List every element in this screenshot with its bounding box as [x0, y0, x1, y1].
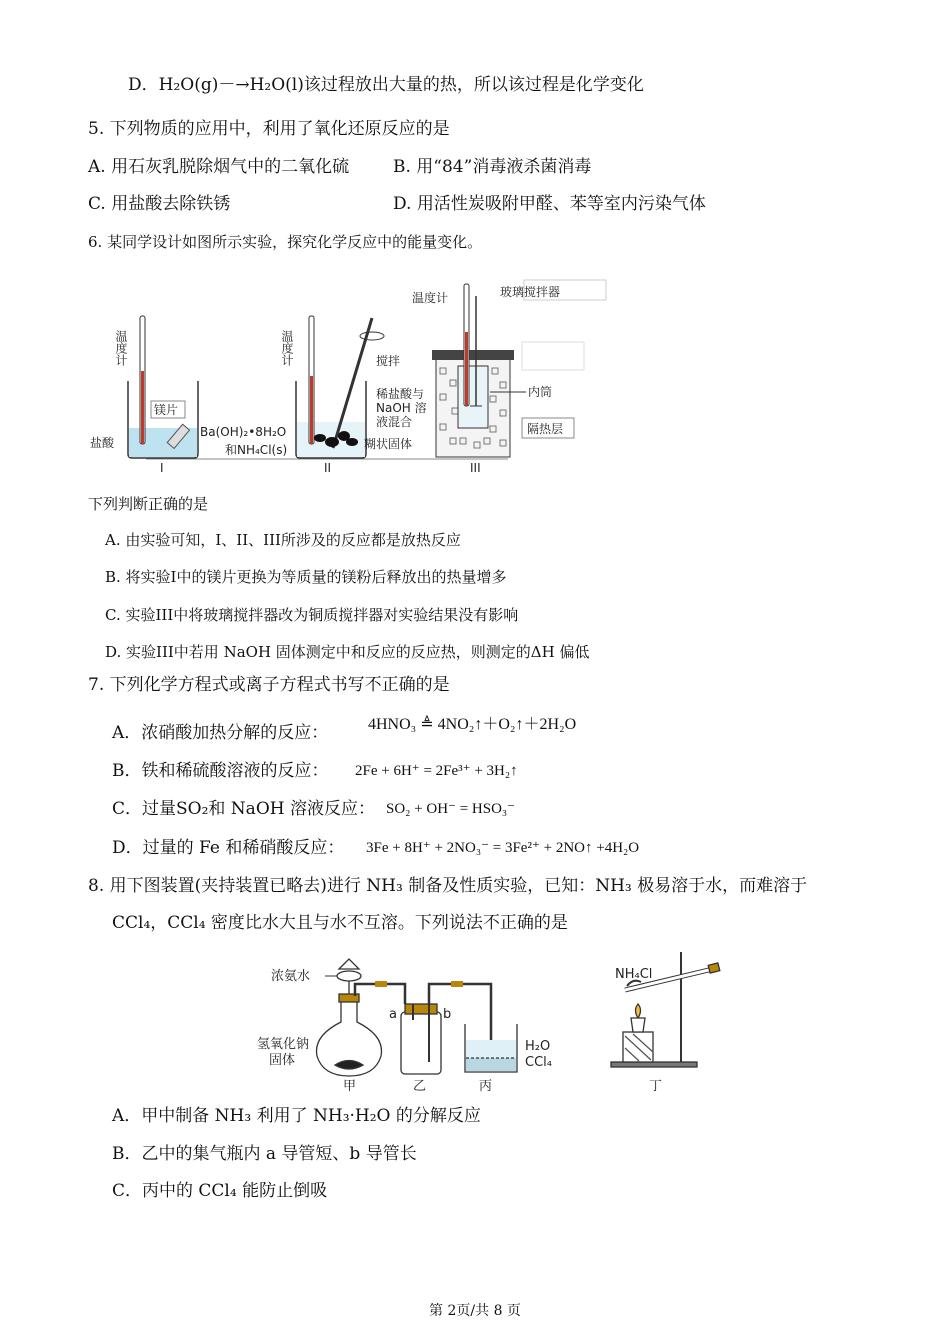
q7-option-b-equation: 2Fe + 6H⁺ = 2Fe³⁺ + 3H₂↑ — [355, 763, 518, 779]
q7-option-c-label: C．过量SO₂和 NaOH 溶液反应： — [112, 799, 375, 819]
q7-option-a-label: A．浓硝酸加热分解的反应： — [112, 723, 329, 743]
naoh-label-1: 氢氧化钠 — [257, 1037, 310, 1052]
thermo-label-3: 温度计 — [412, 291, 449, 305]
q6-experiment-figure — [88, 276, 618, 481]
q7-option-d-equation: 3Fe + 8H⁺ + 2NO₃⁻ = 3Fe²⁺ + 2NO↑ +4H₂O — [366, 840, 640, 856]
label-II: II — [324, 461, 332, 475]
page-footer: 第 2页/共 8 页 — [429, 1303, 521, 1319]
naoh-label-2: 固体 — [269, 1053, 296, 1068]
mix-label-3: 液混合 — [376, 415, 413, 429]
q6-option-b: B. 将实验I中的镁片更换为等质量的镁粉后释放出的热量增多 — [105, 568, 507, 586]
q7-option-c-equation: SO₂ + OH⁻ = HSO₃⁻ — [386, 801, 516, 817]
paste-label: 糊状固体 — [364, 437, 413, 451]
thermo-label-1: 温度计 — [114, 330, 128, 366]
q5-option-c: C. 用盐酸去除铁锈 — [88, 194, 231, 214]
q8-stem-line-2: CCl₄，CCl₄ 密度比水大且与水不互溶。下列说法不正确的是 — [112, 913, 568, 933]
inner-label: 内筒 — [528, 385, 553, 399]
q7-option-a-equation: 4HNO₃ ≜ 4NO₂↑＋O₂↑＋2H₂O — [368, 716, 577, 733]
h2o-label: H₂O — [525, 1039, 551, 1054]
q8-option-b: B．乙中的集气瓶内 a 导管短、b 导管长 — [112, 1144, 417, 1164]
q6-option-c: C. 实验III中将玻璃搅拌器改为铜质搅拌器对实验结果没有影响 — [105, 606, 519, 624]
mix-label-1: 稀盐酸与 — [376, 387, 425, 401]
q4-option-d: D．H₂O(g)－→H₂O(l)该过程放出大量的热，所以该过程是化学变化 — [128, 75, 644, 95]
q5-stem: 5. 下列物质的应用中，利用了氧化还原反应的是 — [88, 119, 450, 139]
q7-stem: 7. 下列化学方程式或离子方程式书写不正确的是 — [88, 675, 450, 695]
nh4cl-label-q8: NH₄Cl — [615, 967, 653, 982]
ccl4-label: CCl₄ — [525, 1055, 552, 1070]
ammonia-label: 浓氨水 — [271, 969, 311, 984]
insulation-label: 隔热层 — [527, 422, 564, 436]
q8-option-c: C．丙中的 CCl₄ 能防止倒吸 — [112, 1181, 328, 1201]
label-yi: 乙 — [413, 1079, 427, 1094]
q7-option-d-label: D．过量的 Fe 和稀硝酸反应： — [112, 838, 345, 858]
beaker-1 — [128, 316, 198, 458]
label-a: a — [389, 1007, 397, 1022]
nh4cl-label-q6: 和NH₄Cl(s) — [225, 443, 288, 457]
thermo-label-2: 温度计 — [280, 330, 294, 366]
mg-label: 镁片 — [154, 403, 179, 417]
q7-option-b-label: B．铁和稀硫酸溶液的反应： — [112, 761, 329, 781]
baoh-label: Ba(OH)₂•8H₂O — [200, 425, 287, 439]
q8-apparatus-figure — [255, 944, 735, 1094]
q6-judge: 下列判断正确的是 — [88, 495, 209, 513]
label-III: III — [470, 461, 481, 475]
q5-option-a: A. 用石灰乳脱除烟气中的二氧化硫 — [88, 157, 350, 177]
mix-label-2: NaOH 溶 — [376, 401, 427, 415]
q6-option-a: A. 由实验可知，I、II、III所涉及的反应都是放热反应 — [105, 531, 461, 549]
hcl-label: 盐酸 — [90, 436, 115, 450]
stir-label: 搅拌 — [376, 354, 401, 368]
calorimeter — [432, 284, 514, 457]
q5-option-b: B. 用“84”消毒液杀菌消毒 — [393, 157, 592, 177]
glass-stirrer-label: 玻璃搅拌器 — [500, 285, 561, 299]
label-bing: 丙 — [479, 1079, 493, 1094]
q8-stem-line-1: 8. 用下图装置(夹持装置已略去)进行 NH₃ 制备及性质实验，已知：NH₃ 极易溶于水，而难溶于 — [88, 876, 808, 896]
label-ding: 丁 — [649, 1079, 663, 1094]
label-I: I — [160, 461, 164, 475]
label-jia: 甲 — [343, 1079, 357, 1094]
q8-option-a: A．甲中制备 NH₃ 利用了 NH₃·H₂O 的分解反应 — [112, 1106, 481, 1126]
label-b: b — [443, 1007, 452, 1022]
q6-option-d: D. 实验III中若用 NaOH 固体测定中和反应的反应热，则测定的ΔH 偏低 — [105, 643, 590, 661]
q5-option-d: D. 用活性炭吸附甲醛、苯等室内污染气体 — [393, 194, 706, 214]
q6-stem: 6. 某同学设计如图所示实验，探究化学反应中的能量变化。 — [88, 233, 483, 251]
